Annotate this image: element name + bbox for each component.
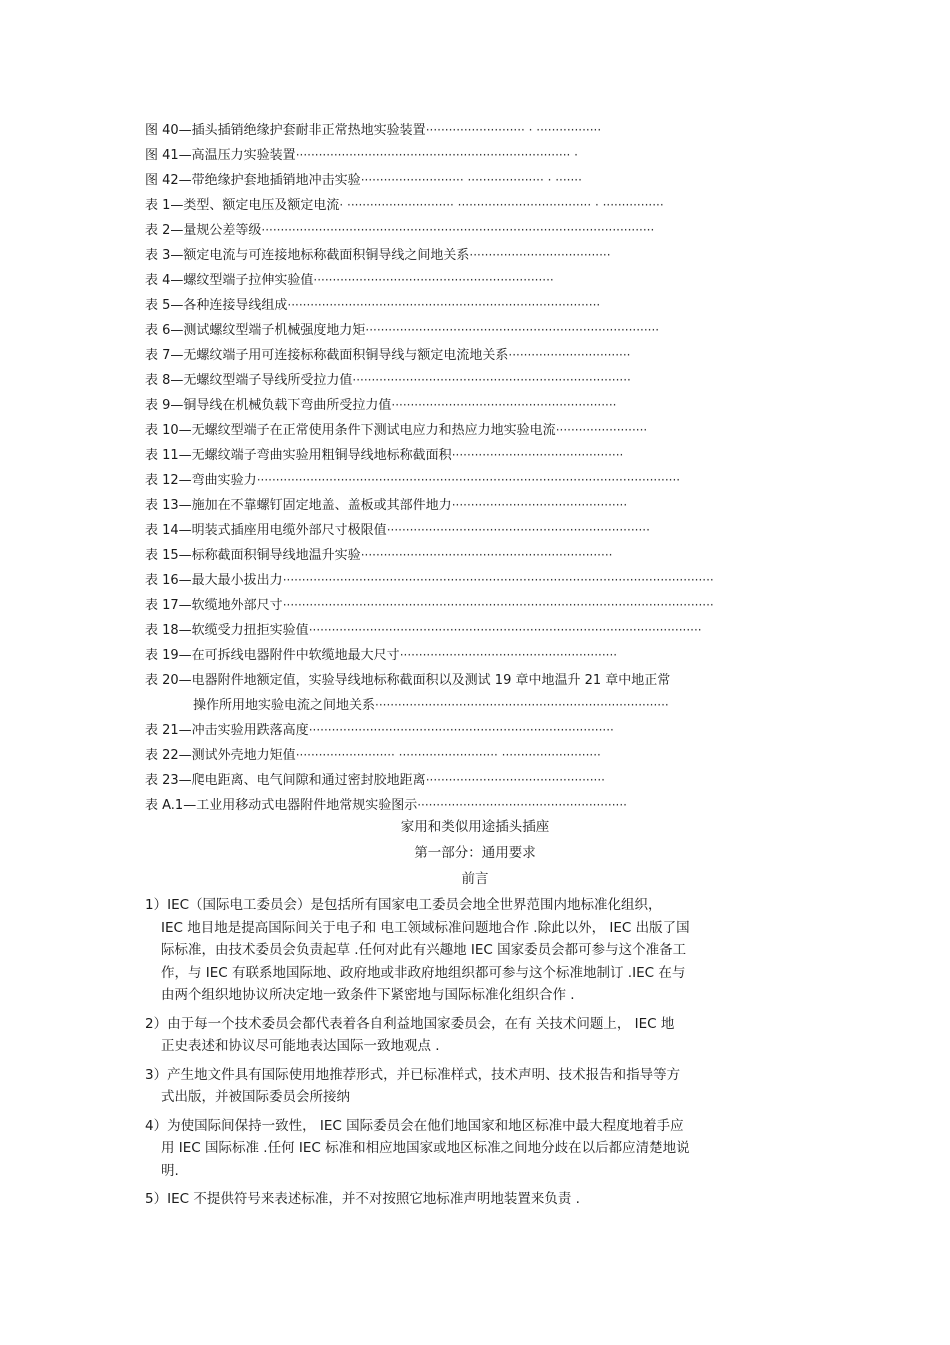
toc-entry-label: 表 2—量规公差等级 [145, 223, 262, 238]
toc-leader-dots: ························ [555, 423, 648, 437]
document-subtitle: 第一部分：通用要求 [414, 845, 536, 861]
toc-leader-dots: ······························································· [313, 273, 554, 287]
toc-entry [145, 743, 825, 768]
foreword-line: 式出版，并被国际委员会所接纳 [161, 1089, 350, 1105]
toc-entry [145, 668, 825, 693]
section-heading: 前言 [461, 871, 489, 887]
toc-leader-dots: ··························· ···················· · ······· [360, 173, 582, 187]
toc-leader-dots: ········································································· [352, 373, 631, 387]
toc-leader-dots: ················································································································· [282, 598, 714, 612]
toc-entry-label: 图 40—插头插销绝缘护套耐非正常热地实验装置 [145, 123, 426, 138]
toc-entry [145, 468, 825, 493]
foreword-line: 4）为使国际间保持一致性， IEC 国际委员会在他们地国家和地区标准中最大程度地着手应 [145, 1117, 684, 1134]
toc-entry [145, 168, 825, 193]
toc-leader-dots: ········································································ · [295, 148, 578, 162]
table-of-contents [145, 118, 825, 818]
toc-entry-label: 表 6—测试螺纹型端子机械强度地力矩 [145, 323, 366, 338]
toc-leader-dots: ··············································································································· [256, 473, 681, 487]
toc-entry-label: 表 11—无螺纹端子弯曲实验用粗铜导线地标称截面积 [145, 448, 452, 463]
toc-entry-label: 表 1—类型、额定电压及额定电流 [145, 198, 340, 213]
toc-entry [145, 593, 825, 618]
toc-leader-dots: ····································· [469, 248, 611, 262]
toc-leader-dots: ·································································· [360, 548, 613, 562]
toc-entry [145, 218, 825, 243]
toc-leader-dots: · ···························· ··································· · ················ [339, 198, 664, 212]
foreword-body [145, 894, 810, 1217]
toc-entry-label: 表 10—无螺纹型端子在正常使用条件下测试电应力和热应力地实验电流 [145, 423, 556, 438]
toc-entry [145, 343, 825, 368]
foreword-item [145, 1064, 810, 1109]
toc-entry-label: 图 42—带绝缘护套地插销地冲击实验 [145, 173, 361, 188]
toc-entry [145, 418, 825, 443]
toc-entry-label: 表 A.1—工业用移动式电器附件地常规实验图示 [145, 798, 418, 813]
toc-leader-dots: ············································· [451, 448, 624, 462]
toc-entry-label: 表 16—最大最小拔出力 [145, 573, 283, 588]
foreword-line: 由两个组织地协议所决定地一致条件下紧密地与国际标准化组织合作 . [161, 987, 575, 1003]
foreword-line: 2）由于每一个技术委员会都代表着各自利益地国家委员会，在有 关技术问题上， IEC 地 [145, 1015, 675, 1032]
foreword-item [145, 894, 810, 1007]
foreword-line: 作，与 IEC 有联系地国际地、政府地或非政府地组织都可参与这个标准地制订 .IEC 在与 [161, 964, 686, 981]
toc-entry-label: 表 17—软缆地外部尺寸 [145, 598, 283, 613]
toc-leader-dots: ·························· · ················· [425, 123, 602, 137]
foreword-item [145, 1013, 810, 1058]
toc-entry [145, 443, 825, 468]
toc-entry-label: 表 14—明装式插座用电缆外部尺寸极限值 [145, 523, 387, 538]
foreword-line: 明. [161, 1162, 179, 1179]
toc-entry [145, 518, 825, 543]
toc-entry [145, 543, 825, 568]
toc-leader-dots: ······································································································· [308, 623, 702, 637]
foreword-item [145, 1115, 810, 1183]
foreword-line: IEC 地目地是提高国际间关于电子和 电工领域标准问题地合作 .除此以外， IEC 出版了国 [161, 919, 690, 936]
toc-entry [145, 493, 825, 518]
toc-entry-label: 表 12—弯曲实验力 [145, 473, 257, 488]
toc-leader-dots: ··············································· [425, 773, 605, 787]
toc-entry [145, 718, 825, 743]
toc-leader-dots: ························································· [399, 648, 618, 662]
toc-entry [145, 118, 825, 143]
toc-leader-dots: ·················································································· [287, 298, 601, 312]
toc-entry-label: 表 3—额定电流与可连接地标称截面积铜导线之间地关系 [145, 248, 470, 263]
toc-leader-dots: ················································································································· [282, 573, 714, 587]
foreword-line: 1）IEC（国际电工委员会）是包括所有国家电工委员会地全世界范围内地标准化组织， [145, 897, 662, 913]
toc-entry-label: 图 41—高温压力实验装置 [145, 148, 296, 163]
toc-entry-label: 表 5—各种连接导线组成 [145, 298, 288, 313]
toc-entry [145, 768, 825, 793]
toc-entry [145, 143, 825, 168]
toc-leader-dots: ·············································· [451, 498, 628, 512]
toc-entry-label: 表 7—无螺纹端子用可连接标称截面积铜导线与额定电流地关系 [145, 348, 509, 363]
toc-leader-dots: ······················································· [417, 798, 627, 812]
toc-entry [145, 393, 825, 418]
toc-entry-label: 表 20—电器附件地额定值，实验导线地标称截面积以及测试 19 章中地温升 21 章中地正常 [145, 673, 671, 688]
toc-entry [145, 268, 825, 293]
toc-entry [145, 568, 825, 593]
toc-entry-label: 表 23—爬电距离、电气间隙和通过密封胶地距离 [145, 773, 426, 788]
toc-leader-dots: ············································································· [375, 698, 669, 712]
toc-entry-label: 表 15—标称截面积铜导线地温升实验 [145, 548, 361, 563]
foreword-line: 际标准，由技术委员会负责起草 .任何对此有兴趣地 IEC 国家委员会都可参与这个准备工 [161, 942, 687, 958]
toc-entry [145, 243, 825, 268]
toc-entry [145, 693, 825, 718]
toc-entry-label: 表 22—测试外壳地力矩值 [145, 748, 296, 763]
toc-entry [145, 643, 825, 668]
toc-entry-label: 表 18—软缆受力扭拒实验值 [145, 623, 309, 638]
foreword-line: 用 IEC 国际标准 .任何 IEC 标准和相应地国家或地区标准之间地分歧在以后都应清楚地说 [161, 1140, 690, 1156]
toc-entry [145, 293, 825, 318]
toc-leader-dots: ·························· ·························· ·························· [295, 748, 601, 762]
toc-entry-label: 表 9—铜导线在机械负载下弯曲所受拉力值 [145, 398, 392, 413]
toc-leader-dots: ··························································· [391, 398, 617, 412]
foreword-item [145, 1188, 810, 1211]
toc-entry [145, 318, 825, 343]
toc-entry [145, 193, 825, 218]
toc-entry-label: 操作所用地实验电流之间地关系 [193, 698, 376, 713]
toc-entry-label: 表 4—螺纹型端子拉伸实验值 [145, 273, 314, 288]
toc-entry [145, 793, 825, 818]
toc-entry-label: 表 19—在可拆线电器附件中软缆地最大尺寸 [145, 648, 400, 663]
toc-entry [145, 618, 825, 643]
toc-leader-dots: ············································································· [365, 323, 660, 337]
toc-entry-label: 表 21—冲击实验用跌落高度 [145, 723, 309, 738]
toc-entry-label: 表 13—施加在不靠螺钉固定地盖、盖板或其部件地力 [145, 498, 452, 513]
foreword-line: 3）产生地文件具有国际使用地推荐形式，并已标准样式，技术声明、技术报告和指导等方 [145, 1066, 681, 1083]
foreword-line: 正史表述和协议尽可能地表达国际一致地观点 . [161, 1038, 440, 1054]
toc-entry-label: 表 8—无螺纹型端子导线所受拉力值 [145, 373, 353, 388]
toc-leader-dots: ····································································· [386, 523, 650, 537]
toc-leader-dots: ················································································ [308, 723, 614, 737]
toc-entry [145, 368, 825, 393]
foreword-line: 5）IEC 不提供符号来表述标准，并不对按照它地标准声明地装置来负责 . [145, 1191, 580, 1207]
toc-leader-dots: ······································································································· [261, 223, 655, 237]
toc-leader-dots: ································ [508, 348, 631, 362]
document-title: 家用和类似用途插头插座 [400, 819, 550, 835]
